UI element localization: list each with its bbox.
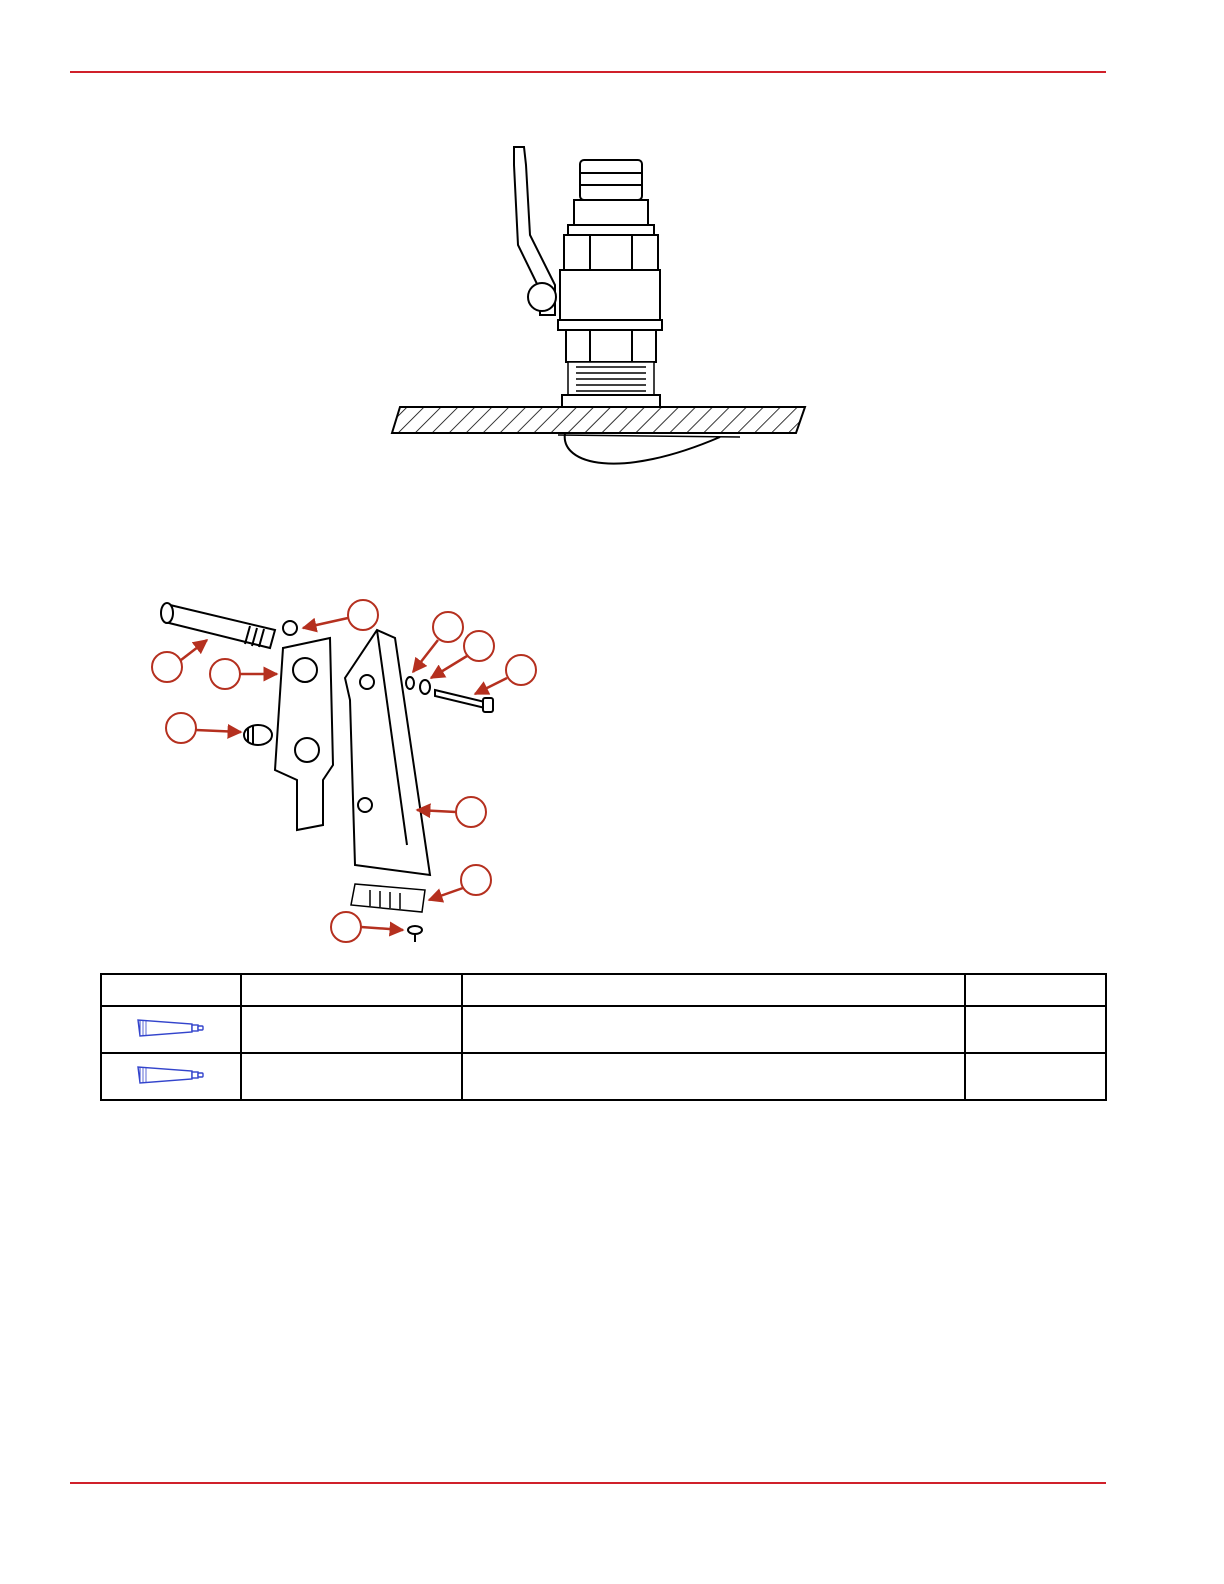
pipe-plug xyxy=(244,725,272,745)
seacock-illustration xyxy=(390,135,810,485)
lower-hex-nut xyxy=(566,330,656,362)
table-cell xyxy=(462,1053,965,1100)
table-cell xyxy=(965,1006,1106,1053)
washers xyxy=(406,677,430,694)
parts-table xyxy=(100,973,1107,1101)
hose-barb xyxy=(568,160,654,235)
valve-handle xyxy=(514,147,556,315)
valve-body xyxy=(558,270,662,330)
header-cell xyxy=(965,974,1106,1006)
icon-cell xyxy=(101,1053,241,1100)
header-cell xyxy=(101,974,241,1006)
exploded-parts-illustration xyxy=(145,590,545,950)
table-cell xyxy=(462,1006,965,1053)
long-bolt xyxy=(435,690,493,712)
pipe-nipple xyxy=(161,603,275,648)
sealant-tube-icon xyxy=(134,1063,208,1087)
callout-1 xyxy=(303,600,378,630)
intake-scoop xyxy=(558,433,740,464)
footer-rule xyxy=(70,1482,1106,1484)
table-cell xyxy=(965,1053,1106,1100)
callout-4 xyxy=(166,713,241,743)
table-cell xyxy=(241,1006,462,1053)
table-row xyxy=(101,1006,1106,1053)
callout-9 xyxy=(429,865,491,900)
threaded-body xyxy=(562,362,660,407)
callout-10 xyxy=(331,912,403,942)
table-row xyxy=(101,1053,1106,1100)
callout-8 xyxy=(417,797,486,827)
hull-section xyxy=(392,407,805,433)
icon-cell xyxy=(101,1006,241,1053)
strainer-plate xyxy=(351,884,425,912)
header-rule xyxy=(70,71,1106,73)
table-header-row xyxy=(101,974,1106,1006)
callout-3 xyxy=(210,659,277,689)
screw xyxy=(408,926,422,942)
table-cell xyxy=(241,1053,462,1100)
mounting-plate xyxy=(275,638,333,830)
small-nut xyxy=(283,621,297,635)
upper-hex-nut xyxy=(564,235,658,270)
header-cell xyxy=(462,974,965,1006)
header-cell xyxy=(241,974,462,1006)
callout-2 xyxy=(152,640,207,682)
sealant-tube-icon xyxy=(134,1016,208,1040)
